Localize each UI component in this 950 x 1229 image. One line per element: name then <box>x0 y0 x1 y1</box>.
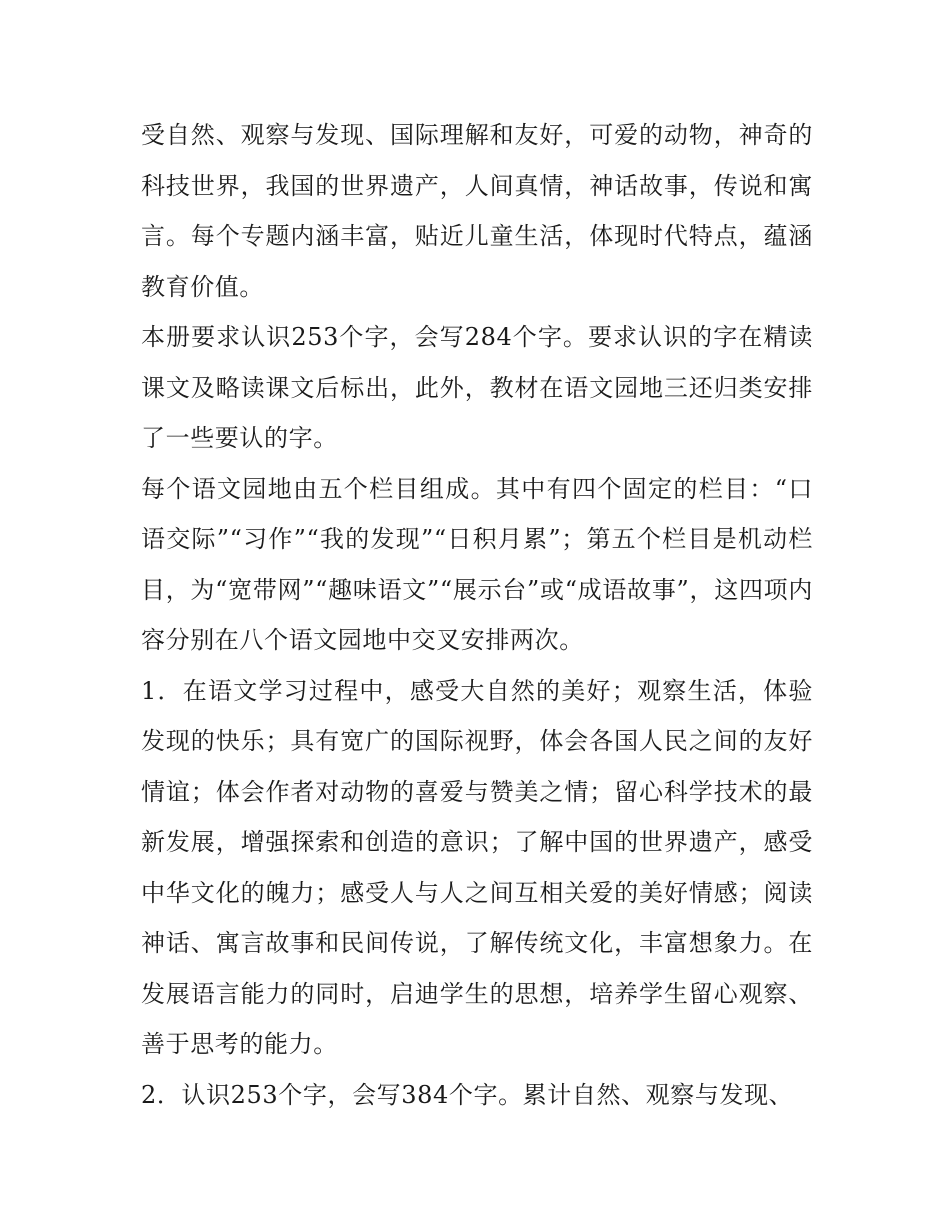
paragraph-language-garden: 每个语文园地由五个栏目组成。其中有四个固定的栏目：“口语交际”“习作”“我的发现”“日积月累”；第五个栏目是机动栏目，为“宽带网”“趣味语文”“展示台”或“成语故事”，这四项内容分别在八个语文园地中交叉安排两次。 <box>141 474 813 654</box>
list-item-goal-2: 2．认识253个字，会写384个字。累计自然、观察与发现、 <box>141 1080 794 1109</box>
document-body <box>141 110 813 1120</box>
paragraph-character-requirements: 本册要求认识253个字，会写284个字。要求认识的字在精读课文及略读课文后标出，此外，教材在语文园地三还归类安排了一些要认的字。 <box>141 323 813 452</box>
paragraph-themes: 受自然、观察与发现、国际理解和友好，可爱的动物，神奇的科技世界，我国的世界遗产，人间真情，神话故事，传说和寓言。每个专题内涵丰富，贴近儿童生活，体现时代特点，蕴涵教育价值。 <box>141 121 813 301</box>
list-item-goal-1: 1．在语文学习过程中，感受大自然的美好；观察生活，体验发现的快乐；具有宽广的国际视野，体会各国人民之间的友好情谊；体会作者对动物的喜爱与赞美之情；留心科学技术的最新发展，增强探索和创造的意识；了解中国的世界遗产，感受中华文化的魄力；感受人与人之间互相关爱的美好情感；阅读神话、寓言故事和民间传说，了解传统文化，丰富想象力。在发展语言能力的同时，启迪学生的思想，培养学生留心观察、善于思考的能力。 <box>141 676 813 1058</box>
